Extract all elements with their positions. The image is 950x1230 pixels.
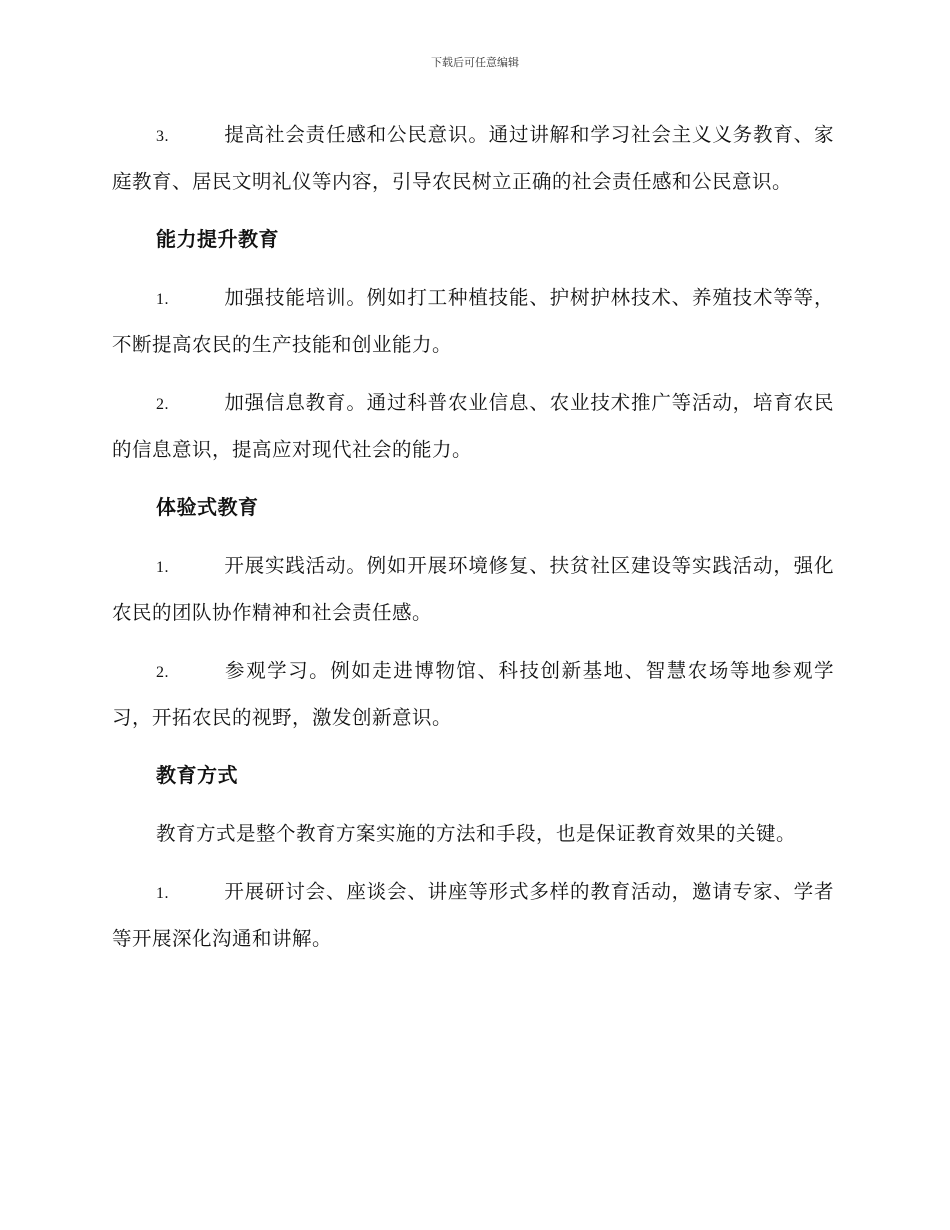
section-heading: 能力提升教育	[156, 227, 279, 251]
list-item	[112, 275, 834, 367]
list-number: 1.	[156, 291, 169, 308]
list-item	[112, 869, 834, 961]
list-item	[112, 112, 834, 204]
list-number: 1.	[156, 559, 169, 576]
body-paragraph: 教育方式是整个教育方案实施的方法和手段，也是保证教育效果的关键。	[156, 822, 797, 845]
document-body	[112, 112, 834, 961]
header-note: 下载后可任意编辑	[431, 56, 519, 69]
list-number: 2.	[156, 664, 169, 681]
section-heading: 体验式教育	[156, 495, 259, 519]
list-text: 加强信息教育。通过科普农业信息、农业技术推广等活动，培育农民的信息意识，提高应对现代社会的能力。	[112, 391, 834, 461]
section-heading: 教育方式	[156, 763, 238, 787]
list-text: 开展研讨会、座谈会、讲座等形式多样的教育活动，邀请专家、学者等开展深化沟通和讲解。	[112, 880, 834, 950]
list-item	[112, 380, 834, 472]
list-number: 2.	[156, 396, 169, 413]
list-number: 3.	[156, 128, 169, 145]
list-item	[112, 648, 834, 740]
list-text: 开展实践活动。例如开展环境修复、扶贫社区建设等实践活动，强化农民的团队协作精神和社会责任感。	[112, 554, 834, 624]
list-item	[112, 543, 834, 635]
list-text: 提高社会责任感和公民意识。通过讲解和学习社会主义义务教育、家庭教育、居民文明礼仪等内容，引导农民树立正确的社会责任感和公民意识。	[112, 123, 834, 193]
list-text: 参观学习。例如走进博物馆、科技创新基地、智慧农场等地参观学习，开拓农民的视野，激发创新意识。	[112, 659, 834, 729]
list-text: 加强技能培训。例如打工种植技能、护树护林技术、养殖技术等等，不断提高农民的生产技能和创业能力。	[112, 286, 834, 356]
list-number: 1.	[156, 885, 169, 902]
